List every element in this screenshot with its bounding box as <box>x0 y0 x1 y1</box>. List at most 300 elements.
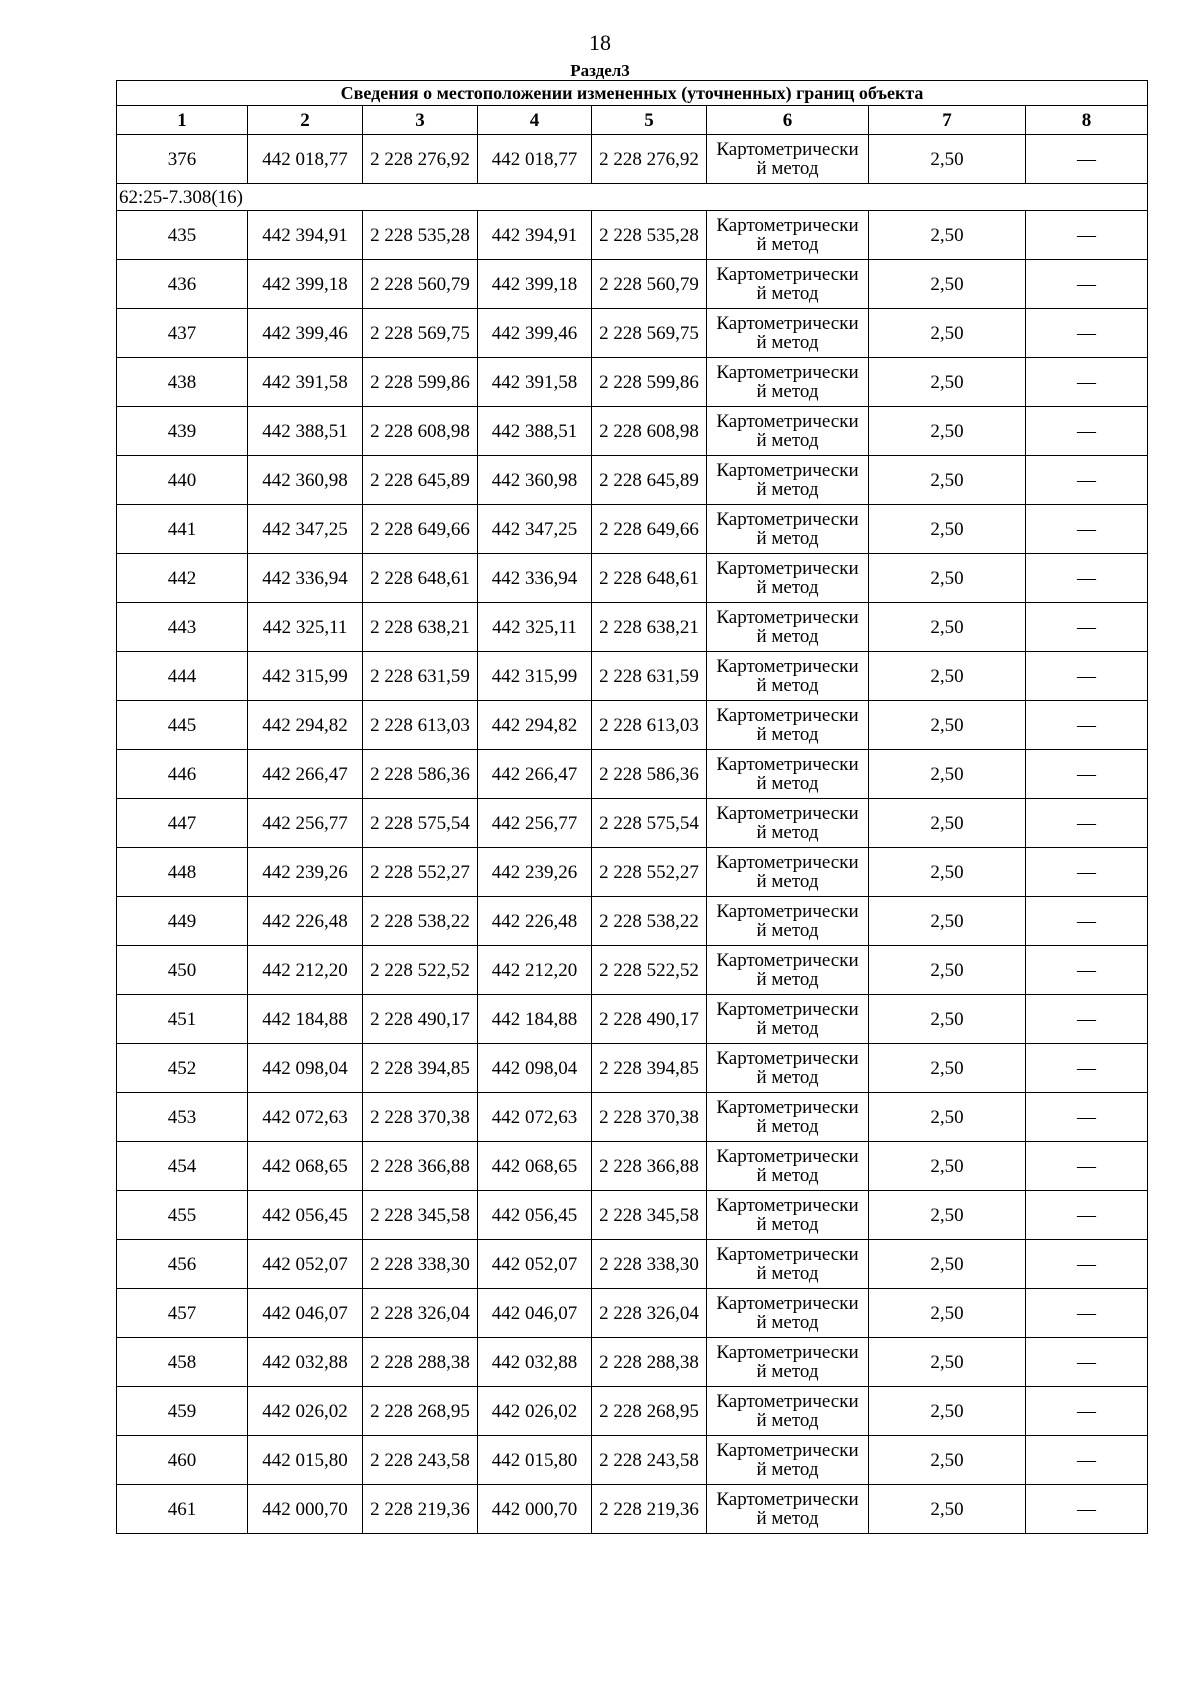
table-row <box>117 701 1148 750</box>
method-line2: й метод <box>756 479 819 500</box>
note-cell: — <box>1026 799 1148 848</box>
x-existing-cell: 442 052,07 <box>248 1240 363 1289</box>
x-refined-cell: 442 015,80 <box>478 1436 592 1485</box>
section-label: Раздел3 <box>570 61 630 80</box>
y-refined-cell: 2 228 276,92 <box>592 135 707 184</box>
method-line2: й метод <box>756 1508 819 1529</box>
table-row <box>117 1387 1148 1436</box>
method-line1: Картометрически <box>716 999 859 1020</box>
point-number-cell: 449 <box>117 897 248 946</box>
method-line1: Картометрически <box>716 139 859 160</box>
method-line1: Картометрически <box>716 1440 859 1461</box>
y-existing-cell: 2 228 338,30 <box>363 1240 478 1289</box>
method-line2: й метод <box>756 1165 819 1186</box>
x-refined-cell: 442 399,46 <box>478 309 592 358</box>
x-existing-cell: 442 266,47 <box>248 750 363 799</box>
method-line2: й метод <box>756 430 819 451</box>
method-line2: й метод <box>756 969 819 990</box>
column-number-row <box>117 106 1148 135</box>
point-number-cell: 461 <box>117 1485 248 1534</box>
table-row <box>117 995 1148 1044</box>
note-cell: — <box>1026 211 1148 260</box>
accuracy-cell: 2,50 <box>869 603 1026 652</box>
y-refined-cell: 2 228 243,58 <box>592 1436 707 1485</box>
table-row <box>117 407 1148 456</box>
x-refined-cell: 442 315,99 <box>478 652 592 701</box>
method-cell <box>707 848 869 897</box>
method-line1: Картометрически <box>716 803 859 824</box>
accuracy-cell: 2,50 <box>869 260 1026 309</box>
method-line1: Картометрически <box>716 1489 859 1510</box>
y-refined-cell: 2 228 338,30 <box>592 1240 707 1289</box>
accuracy-cell: 2,50 <box>869 1093 1026 1142</box>
point-number-cell: 452 <box>117 1044 248 1093</box>
method-line2: й метод <box>756 1312 819 1333</box>
y-existing-cell: 2 228 370,38 <box>363 1093 478 1142</box>
x-existing-cell: 442 015,80 <box>248 1436 363 1485</box>
table-row <box>117 135 1148 184</box>
table-row <box>117 652 1148 701</box>
note-cell: — <box>1026 1338 1148 1387</box>
method-cell <box>707 211 869 260</box>
accuracy-cell: 2,50 <box>869 1142 1026 1191</box>
point-number-cell: 447 <box>117 799 248 848</box>
x-refined-cell: 442 018,77 <box>478 135 592 184</box>
point-number-cell: 445 <box>117 701 248 750</box>
note-cell: — <box>1026 701 1148 750</box>
note-cell: — <box>1026 946 1148 995</box>
note-cell: — <box>1026 260 1148 309</box>
method-cell <box>707 1044 869 1093</box>
x-existing-cell: 442 294,82 <box>248 701 363 750</box>
x-existing-cell: 442 256,77 <box>248 799 363 848</box>
table-row <box>117 1485 1148 1534</box>
method-line2: й метод <box>756 381 819 402</box>
method-line2: й метод <box>756 773 819 794</box>
method-line1: Картометрически <box>716 852 859 873</box>
y-refined-cell: 2 228 288,38 <box>592 1338 707 1387</box>
y-existing-cell: 2 228 326,04 <box>363 1289 478 1338</box>
x-existing-cell: 442 347,25 <box>248 505 363 554</box>
method-line2: й метод <box>756 920 819 941</box>
point-number-cell: 438 <box>117 358 248 407</box>
method-cell <box>707 505 869 554</box>
method-line1: Картометрически <box>716 460 859 481</box>
x-existing-cell: 442 399,18 <box>248 260 363 309</box>
x-existing-cell: 442 399,46 <box>248 309 363 358</box>
method-cell <box>707 1240 869 1289</box>
y-refined-cell: 2 228 586,36 <box>592 750 707 799</box>
table-row <box>117 1338 1148 1387</box>
y-existing-cell: 2 228 538,22 <box>363 897 478 946</box>
method-line1: Картометрически <box>716 1146 859 1167</box>
note-cell: — <box>1026 456 1148 505</box>
x-existing-cell: 442 072,63 <box>248 1093 363 1142</box>
x-existing-cell: 442 026,02 <box>248 1387 363 1436</box>
accuracy-cell: 2,50 <box>869 211 1026 260</box>
y-refined-cell: 2 228 326,04 <box>592 1289 707 1338</box>
table-row <box>117 603 1148 652</box>
method-line2: й метод <box>756 675 819 696</box>
method-cell <box>707 1436 869 1485</box>
method-cell <box>707 1338 869 1387</box>
y-refined-cell: 2 228 345,58 <box>592 1191 707 1240</box>
y-existing-cell: 2 228 219,36 <box>363 1485 478 1534</box>
x-refined-cell: 442 068,65 <box>478 1142 592 1191</box>
method-line2: й метод <box>756 1459 819 1480</box>
note-cell: — <box>1026 750 1148 799</box>
x-existing-cell: 442 212,20 <box>248 946 363 995</box>
note-cell: — <box>1026 407 1148 456</box>
y-refined-cell: 2 228 560,79 <box>592 260 707 309</box>
y-existing-cell: 2 228 608,98 <box>363 407 478 456</box>
table-row <box>117 1093 1148 1142</box>
table-row <box>117 309 1148 358</box>
y-existing-cell: 2 228 586,36 <box>363 750 478 799</box>
note-cell: — <box>1026 554 1148 603</box>
method-line2: й метод <box>756 1410 819 1431</box>
method-line2: й метод <box>756 724 819 745</box>
method-cell <box>707 456 869 505</box>
method-line2: й метод <box>756 1214 819 1235</box>
x-existing-cell: 442 068,65 <box>248 1142 363 1191</box>
y-existing-cell: 2 228 613,03 <box>363 701 478 750</box>
y-existing-cell: 2 228 552,27 <box>363 848 478 897</box>
y-existing-cell: 2 228 276,92 <box>363 135 478 184</box>
point-number-cell: 451 <box>117 995 248 1044</box>
method-line1: Картометрически <box>716 1048 859 1069</box>
x-refined-cell: 442 239,26 <box>478 848 592 897</box>
table-title: Сведения о местоположении измененных (уточненных) границ объекта <box>117 81 1148 106</box>
method-cell <box>707 897 869 946</box>
point-number-cell: 442 <box>117 554 248 603</box>
column-header: 4 <box>478 106 592 135</box>
method-line1: Картометрически <box>716 313 859 334</box>
accuracy-cell: 2,50 <box>869 309 1026 358</box>
table-row <box>117 554 1148 603</box>
table-row <box>117 358 1148 407</box>
accuracy-cell: 2,50 <box>869 652 1026 701</box>
x-refined-cell: 442 026,02 <box>478 1387 592 1436</box>
method-line1: Картометрически <box>716 656 859 677</box>
page-number: 18 <box>589 30 611 55</box>
method-cell <box>707 1191 869 1240</box>
x-existing-cell: 442 325,11 <box>248 603 363 652</box>
y-existing-cell: 2 228 243,58 <box>363 1436 478 1485</box>
table-row <box>117 260 1148 309</box>
y-refined-cell: 2 228 638,21 <box>592 603 707 652</box>
accuracy-cell: 2,50 <box>869 358 1026 407</box>
method-line2: й метод <box>756 158 819 179</box>
table-row <box>117 848 1148 897</box>
y-refined-cell: 2 228 649,66 <box>592 505 707 554</box>
y-refined-cell: 2 228 370,38 <box>592 1093 707 1142</box>
accuracy-cell: 2,50 <box>869 1338 1026 1387</box>
x-refined-cell: 442 266,47 <box>478 750 592 799</box>
method-line1: Картометрически <box>716 1244 859 1265</box>
note-cell: — <box>1026 1436 1148 1485</box>
note-cell: — <box>1026 1044 1148 1093</box>
method-line1: Картометрически <box>716 1195 859 1216</box>
x-existing-cell: 442 056,45 <box>248 1191 363 1240</box>
point-number-cell: 435 <box>117 211 248 260</box>
y-existing-cell: 2 228 268,95 <box>363 1387 478 1436</box>
point-number-cell: 444 <box>117 652 248 701</box>
x-refined-cell: 442 347,25 <box>478 505 592 554</box>
point-number-cell: 441 <box>117 505 248 554</box>
parcel-id: 62:25-7.308(16) <box>117 184 1148 211</box>
note-cell: — <box>1026 309 1148 358</box>
method-line1: Картометрически <box>716 264 859 285</box>
y-existing-cell: 2 228 638,21 <box>363 603 478 652</box>
y-existing-cell: 2 228 569,75 <box>363 309 478 358</box>
method-line1: Картометрически <box>716 607 859 628</box>
table-row <box>117 799 1148 848</box>
x-existing-cell: 442 239,26 <box>248 848 363 897</box>
note-cell: — <box>1026 603 1148 652</box>
coordinates-table <box>116 80 1148 1534</box>
x-refined-cell: 442 336,94 <box>478 554 592 603</box>
method-cell <box>707 1142 869 1191</box>
column-header: 7 <box>869 106 1026 135</box>
table-row <box>117 1044 1148 1093</box>
y-existing-cell: 2 228 288,38 <box>363 1338 478 1387</box>
accuracy-cell: 2,50 <box>869 1485 1026 1534</box>
x-existing-cell: 442 394,91 <box>248 211 363 260</box>
note-cell: — <box>1026 358 1148 407</box>
y-refined-cell: 2 228 522,52 <box>592 946 707 995</box>
point-number-cell: 456 <box>117 1240 248 1289</box>
x-refined-cell: 442 256,77 <box>478 799 592 848</box>
method-line2: й метод <box>756 283 819 304</box>
table-row <box>117 1191 1148 1240</box>
y-refined-cell: 2 228 599,86 <box>592 358 707 407</box>
method-line1: Картометрически <box>716 215 859 236</box>
y-existing-cell: 2 228 535,28 <box>363 211 478 260</box>
note-cell: — <box>1026 1142 1148 1191</box>
method-line2: й метод <box>756 1067 819 1088</box>
y-existing-cell: 2 228 599,86 <box>363 358 478 407</box>
separator-row <box>117 184 1148 211</box>
table-row <box>117 897 1148 946</box>
method-cell <box>707 701 869 750</box>
y-refined-cell: 2 228 645,89 <box>592 456 707 505</box>
method-line1: Картометрически <box>716 362 859 383</box>
x-refined-cell: 442 184,88 <box>478 995 592 1044</box>
note-cell: — <box>1026 1093 1148 1142</box>
table-row <box>117 1240 1148 1289</box>
x-refined-cell: 442 294,82 <box>478 701 592 750</box>
method-line1: Картометрически <box>716 901 859 922</box>
note-cell: — <box>1026 505 1148 554</box>
method-line2: й метод <box>756 1116 819 1137</box>
point-number-cell: 460 <box>117 1436 248 1485</box>
x-existing-cell: 442 184,88 <box>248 995 363 1044</box>
table-title-row <box>117 81 1148 106</box>
accuracy-cell: 2,50 <box>869 1436 1026 1485</box>
method-line2: й метод <box>756 234 819 255</box>
y-refined-cell: 2 228 490,17 <box>592 995 707 1044</box>
accuracy-cell: 2,50 <box>869 456 1026 505</box>
column-header: 1 <box>117 106 248 135</box>
y-refined-cell: 2 228 569,75 <box>592 309 707 358</box>
accuracy-cell: 2,50 <box>869 505 1026 554</box>
accuracy-cell: 2,50 <box>869 897 1026 946</box>
note-cell: — <box>1026 848 1148 897</box>
method-line2: й метод <box>756 1018 819 1039</box>
table-row <box>117 456 1148 505</box>
method-cell <box>707 135 869 184</box>
note-cell: — <box>1026 1387 1148 1436</box>
point-number-cell: 437 <box>117 309 248 358</box>
x-refined-cell: 442 056,45 <box>478 1191 592 1240</box>
method-line1: Картометрически <box>716 754 859 775</box>
point-number-cell: 376 <box>117 135 248 184</box>
accuracy-cell: 2,50 <box>869 1191 1026 1240</box>
x-refined-cell: 442 325,11 <box>478 603 592 652</box>
x-existing-cell: 442 032,88 <box>248 1338 363 1387</box>
x-existing-cell: 442 018,77 <box>248 135 363 184</box>
table-row <box>117 946 1148 995</box>
method-line2: й метод <box>756 1361 819 1382</box>
y-refined-cell: 2 228 394,85 <box>592 1044 707 1093</box>
point-number-cell: 450 <box>117 946 248 995</box>
y-existing-cell: 2 228 645,89 <box>363 456 478 505</box>
method-cell <box>707 407 869 456</box>
x-existing-cell: 442 388,51 <box>248 407 363 456</box>
method-line2: й метод <box>756 871 819 892</box>
method-cell <box>707 652 869 701</box>
column-header: 2 <box>248 106 363 135</box>
x-refined-cell: 442 360,98 <box>478 456 592 505</box>
accuracy-cell: 2,50 <box>869 995 1026 1044</box>
method-line1: Картометрически <box>716 509 859 530</box>
column-header: 8 <box>1026 106 1148 135</box>
y-refined-cell: 2 228 535,28 <box>592 211 707 260</box>
accuracy-cell: 2,50 <box>869 554 1026 603</box>
table-row <box>117 211 1148 260</box>
column-header: 3 <box>363 106 478 135</box>
y-existing-cell: 2 228 560,79 <box>363 260 478 309</box>
y-refined-cell: 2 228 608,98 <box>592 407 707 456</box>
method-line2: й метод <box>756 822 819 843</box>
method-cell <box>707 1485 869 1534</box>
point-number-cell: 440 <box>117 456 248 505</box>
y-existing-cell: 2 228 345,58 <box>363 1191 478 1240</box>
note-cell: — <box>1026 995 1148 1044</box>
accuracy-cell: 2,50 <box>869 750 1026 799</box>
point-number-cell: 443 <box>117 603 248 652</box>
point-number-cell: 439 <box>117 407 248 456</box>
table-body <box>117 81 1148 1534</box>
y-refined-cell: 2 228 648,61 <box>592 554 707 603</box>
point-number-cell: 455 <box>117 1191 248 1240</box>
x-refined-cell: 442 399,18 <box>478 260 592 309</box>
method-line2: й метод <box>756 1263 819 1284</box>
y-refined-cell: 2 228 552,27 <box>592 848 707 897</box>
method-cell <box>707 1289 869 1338</box>
y-refined-cell: 2 228 631,59 <box>592 652 707 701</box>
y-refined-cell: 2 228 219,36 <box>592 1485 707 1534</box>
y-refined-cell: 2 228 538,22 <box>592 897 707 946</box>
method-cell <box>707 260 869 309</box>
x-refined-cell: 442 212,20 <box>478 946 592 995</box>
point-number-cell: 436 <box>117 260 248 309</box>
point-number-cell: 448 <box>117 848 248 897</box>
y-existing-cell: 2 228 394,85 <box>363 1044 478 1093</box>
column-header: 5 <box>592 106 707 135</box>
method-line1: Картометрически <box>716 705 859 726</box>
method-line1: Картометрически <box>716 558 859 579</box>
table-row <box>117 505 1148 554</box>
x-existing-cell: 442 336,94 <box>248 554 363 603</box>
point-number-cell: 458 <box>117 1338 248 1387</box>
x-refined-cell: 442 394,91 <box>478 211 592 260</box>
accuracy-cell: 2,50 <box>869 407 1026 456</box>
y-existing-cell: 2 228 522,52 <box>363 946 478 995</box>
y-existing-cell: 2 228 366,88 <box>363 1142 478 1191</box>
table-row <box>117 1436 1148 1485</box>
x-existing-cell: 442 226,48 <box>248 897 363 946</box>
x-existing-cell: 442 046,07 <box>248 1289 363 1338</box>
note-cell: — <box>1026 1485 1148 1534</box>
x-refined-cell: 442 098,04 <box>478 1044 592 1093</box>
accuracy-cell: 2,50 <box>869 135 1026 184</box>
y-existing-cell: 2 228 575,54 <box>363 799 478 848</box>
column-header: 6 <box>707 106 869 135</box>
x-refined-cell: 442 072,63 <box>478 1093 592 1142</box>
method-cell <box>707 358 869 407</box>
accuracy-cell: 2,50 <box>869 799 1026 848</box>
method-cell <box>707 1093 869 1142</box>
accuracy-cell: 2,50 <box>869 701 1026 750</box>
x-existing-cell: 442 315,99 <box>248 652 363 701</box>
method-cell <box>707 309 869 358</box>
accuracy-cell: 2,50 <box>869 1289 1026 1338</box>
table-row <box>117 1289 1148 1338</box>
accuracy-cell: 2,50 <box>869 1387 1026 1436</box>
point-number-cell: 453 <box>117 1093 248 1142</box>
accuracy-cell: 2,50 <box>869 946 1026 995</box>
y-refined-cell: 2 228 366,88 <box>592 1142 707 1191</box>
method-line1: Картометрически <box>716 1097 859 1118</box>
method-cell <box>707 799 869 848</box>
note-cell: — <box>1026 652 1148 701</box>
method-line2: й метод <box>756 577 819 598</box>
method-line1: Картометрически <box>716 950 859 971</box>
note-cell: — <box>1026 897 1148 946</box>
x-existing-cell: 442 000,70 <box>248 1485 363 1534</box>
y-refined-cell: 2 228 575,54 <box>592 799 707 848</box>
method-line2: й метод <box>756 528 819 549</box>
method-cell <box>707 750 869 799</box>
note-cell: — <box>1026 1289 1148 1338</box>
note-cell: — <box>1026 135 1148 184</box>
x-refined-cell: 442 032,88 <box>478 1338 592 1387</box>
y-existing-cell: 2 228 649,66 <box>363 505 478 554</box>
x-refined-cell: 442 388,51 <box>478 407 592 456</box>
x-existing-cell: 442 360,98 <box>248 456 363 505</box>
method-cell <box>707 554 869 603</box>
accuracy-cell: 2,50 <box>869 1240 1026 1289</box>
note-cell: — <box>1026 1240 1148 1289</box>
x-refined-cell: 442 052,07 <box>478 1240 592 1289</box>
method-line2: й метод <box>756 626 819 647</box>
method-line1: Картометрически <box>716 1342 859 1363</box>
x-refined-cell: 442 226,48 <box>478 897 592 946</box>
y-refined-cell: 2 228 613,03 <box>592 701 707 750</box>
method-cell <box>707 946 869 995</box>
